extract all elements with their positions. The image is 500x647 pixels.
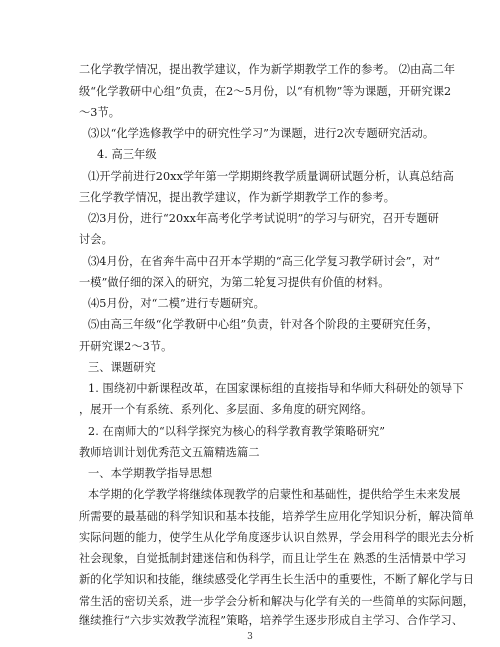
text-line: 本学期的化学教学将继续体现教学的启蒙性和基础性，提供给学生未来发展	[88, 488, 461, 501]
text-line: 二化学教学情况，提出教学建议，作为新学期教学工作的参考。 ⑵由高二年	[79, 63, 456, 76]
section-heading: 三、课题研究	[88, 361, 156, 374]
text-line: 一模”做仔细的深入的研究，为第二轮复习提供有价值的材料。	[79, 276, 390, 289]
text-line: 社会现象，自觉抵制封建迷信和伪科学，而且让学生在 熟悉的生活情景中学习	[79, 552, 467, 565]
text-line: ⑷5月份，对“二模”进行专题研究。	[88, 297, 265, 310]
text-line: 新的化学知识和技能，继续感受化学再生长生活中的重要性，不断了解化学与日	[79, 573, 475, 586]
text-line: 三化学教学情况，提出教学建议，作为新学期教学工作的参考。	[79, 191, 396, 204]
text-line: ⑸由高三年级“化学教研中心组”负责，针对各个阶段的主要研究任务，	[88, 318, 439, 331]
text-line: ⑶以“化学选修教学中的研究性学习”为课题，进行2次专题研究活动。	[88, 127, 435, 140]
text-line: ～3节。	[79, 106, 121, 119]
article-title: 教师培训计划优秀范文五篇精选篇二	[79, 446, 260, 459]
text-line: 所需要的最基础的科学知识和基本技能，培养学生应用化学知识分析，解决简单	[79, 510, 475, 523]
section-heading: 一、本学期教学指导思想	[88, 467, 213, 480]
page-number: 3	[247, 632, 253, 642]
text-line: ⑴开学前进行20xx学年第一学期期终教学质量调研试题分析，认真总结高	[88, 170, 454, 183]
text-line: 继续推行“六步实效教学流程”策略，培养学生逐步形成自主学习、合作学习、	[79, 614, 464, 627]
text-line: ⑵3月份，进行“20xx年高考化学考试说明”的学习与研究，召开专题研	[88, 212, 439, 225]
text-line: 1. 围绕初中新课程改革，在国家课标组的直接指导和华师大科研处的领导下	[88, 382, 464, 395]
text-line: 开研究课2～3节。	[79, 340, 173, 353]
text-line: ⑶4月份，在省奔牛高中召开本学期的“高三化学复习教学研讨会”，对“	[88, 255, 441, 268]
text-line: ，展开一个有系统、系列化、多层面、多角度的研究网络。	[79, 403, 373, 416]
text-line: 级“化学教研中心组”负责，在2～5月份，以“有机物”等为课题，开研究课2	[79, 85, 452, 98]
text-line: 实际问题的能力，使学生从化学角度逐步认识自然界，学会用科学的眼光去分析	[79, 531, 475, 544]
text-line: 讨会。	[79, 233, 113, 246]
text-line: 2. 在南师大的“以科学探究为核心的科学教育教学策略研究”	[88, 425, 386, 438]
text-line: 常生活的密切关系，进一步学会分析和解决与化学有关的一些简单的实际问题，	[79, 595, 475, 608]
section-heading: 4. 高三年级	[97, 148, 157, 161]
